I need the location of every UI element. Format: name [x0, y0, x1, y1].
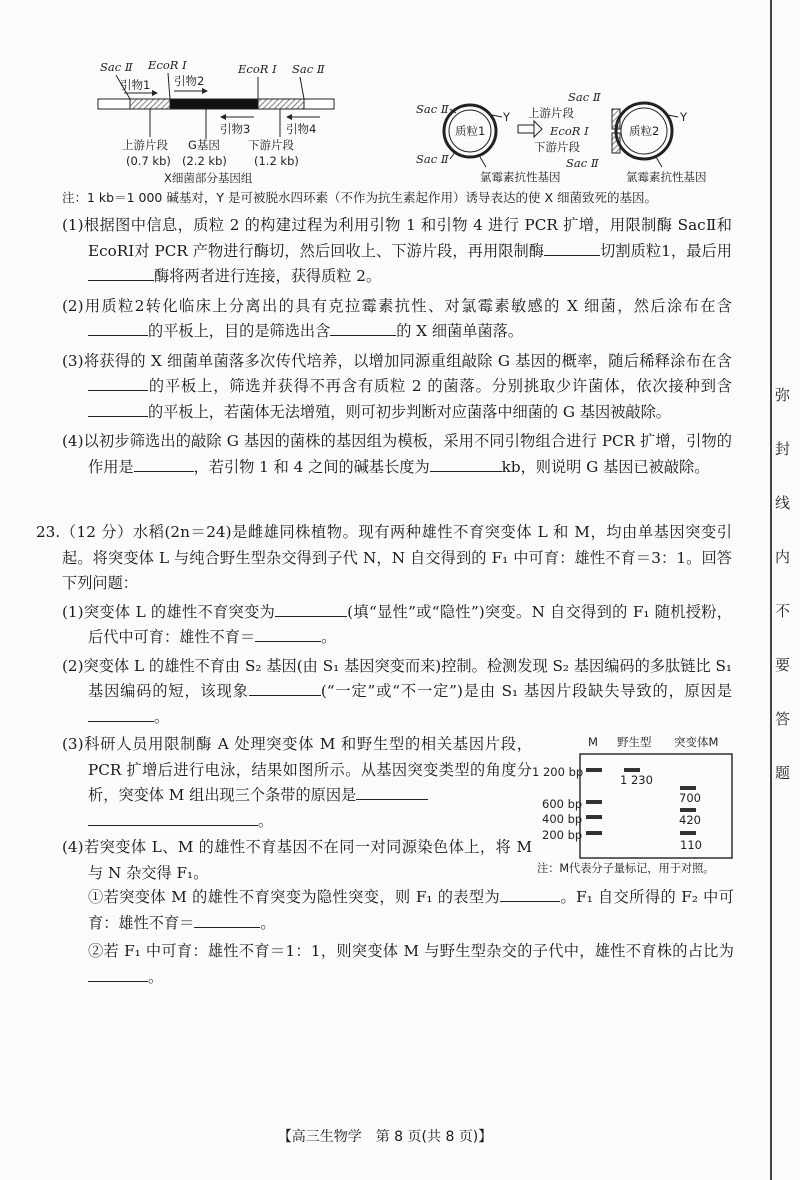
plasmid2-label: 质粒2: [629, 124, 660, 138]
gel-col-mut: 突变体M: [674, 735, 719, 749]
mut-band-110: 110: [680, 838, 702, 852]
ecor1-left-label: EcoR Ⅰ: [148, 58, 187, 72]
answer-blank[interactable]: [88, 967, 148, 982]
plasmid1-chlor: 氯霉素抗性基因: [480, 170, 561, 184]
plasmid2-upstream: 上游片段: [528, 106, 574, 120]
plasmid2-downstream: 下游片段: [534, 140, 580, 154]
plasmid2-y: Y: [680, 110, 688, 124]
mut-band-420: 420: [679, 813, 701, 827]
plasmid2-sac2-bottom: Sac Ⅱ: [566, 156, 599, 170]
side-char: 要: [775, 656, 791, 674]
q22-part4: (4)以初步筛选出的敲除 G 基因的菌株的基因组为模板，采用不同引物组合进行 PCR 扩增，引物的作用是 ，若引物 1 和 4 之间的碱基长度为 kb，则说明 G 基因已被敲除。: [62, 432, 732, 476]
q23-part3: (3)科研人员用限制酶 A 处理突变体 M 和野生型的相关基因片段，PCR 扩增后进行电泳，结果如图所示。从基因突变类型的角度分析，突变体 M 组出现三个条带的原因是 。: [62, 735, 532, 830]
q23-part4-intro: (4)若突变体 L、M 的雄性不育基因不在同一对同源染色体上，将 M 与 N 杂交得 F₁。: [62, 838, 532, 882]
answer-blank[interactable]: [88, 707, 154, 722]
answer-blank[interactable]: [88, 321, 148, 336]
plasmid1-y: Y: [503, 110, 511, 124]
figure-note: 注：1 kb＝1 000 碱基对，Y 是可被脱水四环素（不作为抗生素起作用）诱导表达的使 X 细菌致死的基因。: [62, 190, 657, 205]
plasmid2-ecor1: EcoR Ⅰ: [550, 124, 589, 138]
q23-part2: (2)突变体 L 的雄性不育由 S₂ 基因(由 S₁ 基因突变而来)控制。检测发现 S₂ 基因编码的多肽链比 S₁ 基因编码的短，该现象 (“一定”或“不一定”)是由 S₁ 基因片段缺失导致的，原因是。: [62, 656, 733, 726]
marker-band: [586, 800, 602, 804]
answer-blank[interactable]: [275, 602, 347, 617]
answer-blank[interactable]: [249, 681, 321, 696]
answer-blank[interactable]: [500, 887, 560, 902]
answer-blank[interactable]: [134, 457, 194, 472]
answer-blank[interactable]: [330, 321, 396, 336]
marker-1200: 1 200 bp: [532, 765, 584, 779]
answer-blank[interactable]: [88, 266, 154, 281]
primer1-label: 引物1: [120, 78, 151, 92]
side-char: 题: [775, 764, 791, 782]
downstream-label: 下游片段: [248, 138, 294, 152]
answer-blank[interactable]: [356, 785, 428, 800]
q22-part1: (1)根据图中信息，质粒 2 的构建过程为利用引物 1 和引物 4 进行 PCR 扩增，用限制酶 SacⅡ和 EcoRⅠ对 PCR 产物进行酶切，然后回收上、下游片段，再用限制酶 切割质粒1，最后用酶将两者进行连接，获得质粒 2。: [62, 216, 732, 285]
genome-diagram: [90, 55, 350, 187]
question-23: [36, 520, 732, 730]
answer-blank[interactable]: [255, 627, 321, 642]
answer-blank[interactable]: [194, 913, 260, 928]
primer4-label: 引物4: [286, 122, 317, 136]
upstream-size: (0.7 kb): [126, 154, 171, 168]
answer-blank[interactable]: [544, 241, 600, 256]
plasmid1-label: 质粒1: [455, 124, 486, 138]
q22-part2: (2)用质粒2转化临床上分离出的具有克拉霉素抗性、对氯霉素敏感的 X 细菌，然后涂布在含的平板上，目的是筛选出含 的 X 细菌单菌落。: [62, 296, 732, 340]
side-char: 封: [775, 440, 791, 458]
gel-figure: [532, 732, 742, 860]
answer-blank[interactable]: [88, 402, 148, 417]
side-char: 不: [775, 602, 791, 620]
g-gene-label: G基因: [188, 138, 220, 152]
marker-400: 400 bp: [542, 812, 583, 826]
marker-600: 600 bp: [542, 797, 583, 811]
q23-intro: 23.（12 分）水稻(2n＝24)是雌雄同株植物。现有两种雄性不育突变体 L 和 M，均由单基因突变引起。将突变体 L 与纯合野生型杂交得到子代 N，N 自交得到的 F₁ 中可育：雄性不育＝3：1。回答下列问题：: [36, 523, 732, 592]
gel-note: 注：M代表分子量标记，用于对照。: [537, 862, 715, 875]
downstream-size: (1.2 kb): [254, 154, 299, 168]
q23-part1: (1)突变体 L 的雄性不育突变为 (填“显性”或“隐性”)突变。N 自交得到的 F₁ 随机授粉，后代中可育：雄性不育＝ 。: [62, 602, 732, 646]
page-footer: 【高三生物学 第 8 页(共 8 页)】: [277, 1129, 493, 1145]
plasmid-diagram: [400, 85, 730, 187]
side-char: 答: [775, 710, 791, 728]
answer-blank[interactable]: [88, 811, 258, 826]
plasmid2-sac2-top: Sac Ⅱ: [568, 90, 601, 104]
plasmid1-sac2-top: Sac Ⅱ: [416, 102, 449, 116]
side-char: 线: [775, 494, 791, 512]
marker-200: 200 bp: [542, 828, 583, 842]
sac2-left-label: Sac Ⅱ: [100, 60, 133, 74]
question-22: [62, 213, 732, 480]
wild-band: [624, 768, 640, 772]
mut-band-700: 700: [679, 791, 701, 805]
gel-col-m: M: [588, 735, 598, 749]
mut-band: [680, 808, 696, 812]
q22-part3: (3)将获得的 X 细菌单菌落多次传代培养，以增加同源重组敲除 G 基因的概率，随后稀释涂布在含的平板上，筛选并获得不再含有质粒 2 的菌落。分别挑取少许菌体，依次接种到含的平板上，若菌体无法增殖，则可初步判断对应菌落中细菌的 G 基因被敲除。: [62, 351, 732, 421]
gel-col-wild: 野生型: [617, 735, 652, 749]
wild-band-label: 1 230: [620, 773, 653, 787]
primer2-label: 引物2: [174, 74, 205, 88]
q23-part4-sub2: ②若 F₁ 中可育：雄性不育＝1：1，则突变体 M 与野生型杂交的子代中，雄性不育株的占比为。: [88, 942, 734, 986]
side-char: 内: [775, 548, 791, 566]
ecor1-right-label: EcoR Ⅰ: [238, 62, 277, 76]
side-char: 弥: [775, 386, 791, 404]
sac2-right-label: Sac Ⅱ: [292, 62, 325, 76]
q23-part4-sub1: ①若突变体 M 的雄性不育突变为隐性突变，则 F₁ 的表型为 。F₁ 自交所得的 F₂ 中可育：雄性不育＝ 。: [88, 888, 734, 932]
g-gene-size: (2.2 kb): [182, 154, 227, 168]
answer-blank[interactable]: [430, 457, 502, 472]
q23-part4: [88, 885, 734, 990]
mut-band: [680, 786, 696, 790]
primer3-label: 引物3: [220, 122, 251, 136]
upstream-label: 上游片段: [122, 138, 168, 152]
marker-band: [586, 831, 602, 835]
seal-line: [770, 0, 772, 1180]
plasmid1-sac2-bottom: Sac Ⅱ: [416, 152, 449, 166]
mut-band: [680, 831, 696, 835]
marker-band: [586, 815, 602, 819]
genome-caption: X细菌部分基因组: [164, 171, 253, 185]
plasmid2-chlor: 氯霉素抗性基因: [626, 170, 707, 184]
answer-blank[interactable]: [88, 376, 148, 391]
marker-band: [586, 768, 602, 772]
